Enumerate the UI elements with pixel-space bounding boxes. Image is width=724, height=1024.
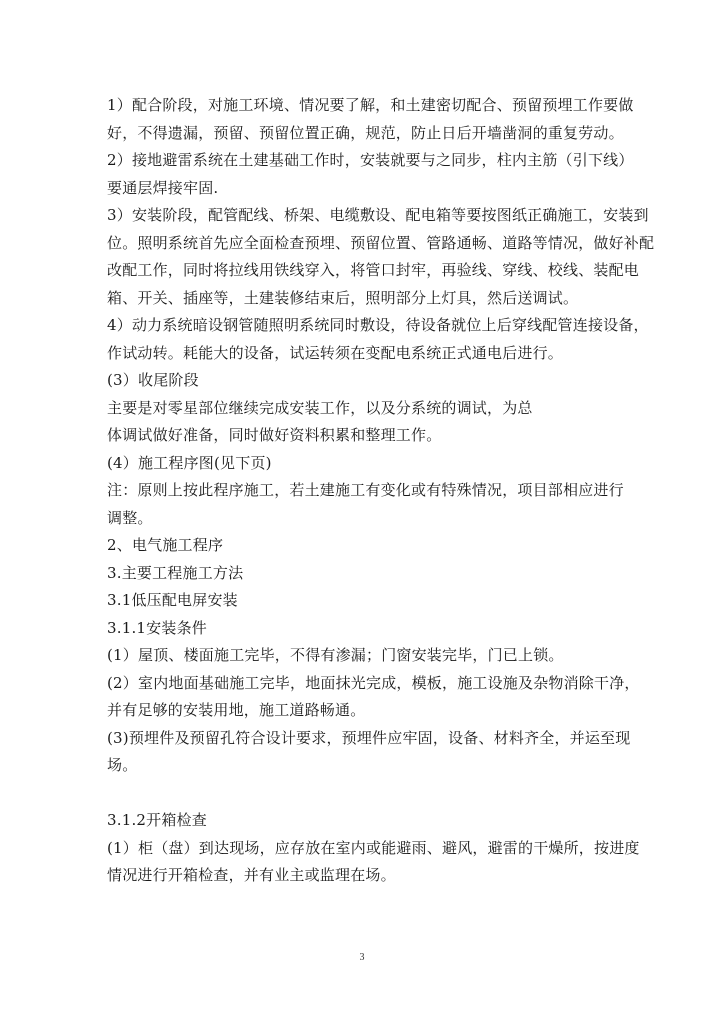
text-line: (3)预埋件及预留孔符合设计要求，预埋件应牢固，设备、材料齐全，并运至现	[107, 728, 631, 747]
text-line: (1）屋顶、楼面施工完毕，不得有渗漏；门窗安装完毕，门已上锁。	[107, 646, 564, 664]
text-line: 2）接地避雷系统在土建基础工作时，安装就要与之同步，柱内主筋（引下线）	[107, 151, 634, 169]
page-number: 3	[359, 952, 365, 963]
section-heading: 3.主要工程施工方法	[107, 563, 244, 582]
section-heading: 3.1.1安装条件	[107, 618, 207, 637]
text-line: 情况进行开箱检查，并有业主或监理在场。	[107, 866, 396, 884]
note-line: 调整。	[107, 508, 153, 527]
text-line: 主要是对零星部位继续完成安装工作，以及分系统的调试，为总	[107, 398, 533, 417]
text-line: (2）室内地面基础施工完毕，地面抹光完成，模板，施工设施及杂物消除干净，	[107, 673, 640, 692]
section-heading: 2、电气施工程序	[107, 536, 224, 554]
section-heading: 3.1低压配电屏安装	[107, 591, 238, 609]
section-heading: (3）收尾阶段	[107, 371, 199, 389]
text-line: (1）柜（盘）到达现场，应存放在室内或能避雨、避风，避雷的干燥所，按进度	[107, 838, 640, 857]
text-line: 1）配合阶段，对施工环境、情况要了解，和土建密切配合、预留预埋工作要做	[107, 96, 634, 114]
text-line: 4）动力系统暗设钢管随照明系统同时敷设，待设备就位上后穿线配管连接设备，	[107, 316, 649, 334]
text-line: 并有足够的安装用地，施工道路畅通。	[107, 701, 366, 719]
text-line: 位。照明系统首先应全面检查预埋、预留位置、管路通畅、道路等情况，做好补配	[107, 233, 655, 252]
note-line: 注：原则上按此程序施工，若土建施工有变化或有特殊情况，项目部相应进行	[107, 481, 624, 499]
text-line: 好，不得遗漏，预留、预留位置正确，规范，防止日后开墙凿洞的重复劳动。	[107, 123, 624, 142]
text-line: 作试动转。耗能大的设备，试运转须在变配电系统正式通电后进行。	[107, 343, 564, 362]
text-line: 体调试做好准备，同时做好资料积累和整理工作。	[107, 426, 442, 444]
text-line: 场。	[107, 756, 138, 774]
text-line: 改配工作，同时将拉线用铁线穿入，将管口封牢，再验线、穿线、校线、装配电	[107, 261, 640, 279]
paragraph-gap	[107, 780, 627, 808]
text-line: 要通层焊接牢固.	[107, 178, 219, 197]
section-heading: 3.1.2开箱检查	[107, 811, 207, 829]
body-text	[107, 92, 655, 890]
section-heading: (4）施工程序图(见下页)	[107, 453, 272, 472]
text-line: 箱、开关、插座等，土建装修结束后，照明部分上灯具，然后送调试。	[107, 288, 579, 307]
text-line: 3）安装阶段，配管配线、桥架、电缆敷设、配电箱等要按图纸正确施工，安装到	[107, 206, 649, 224]
